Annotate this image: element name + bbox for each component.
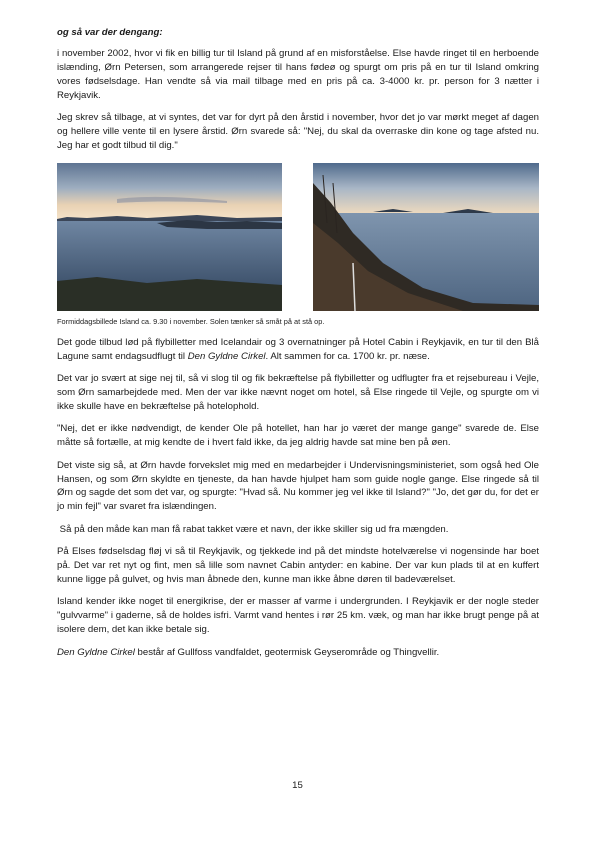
photo-caption: Formiddagsbillede Island ca. 9.30 i november. Solen tænker så småt på at stå op. xyxy=(57,316,325,326)
paragraph-offer xyxy=(57,336,539,364)
paragraph-reply: Jeg skrev så tilbage, at vi syntes, det var for dyrt på den årstid i november, hvor det jo var mørkt meget af dagen og hellere ville vente til en lysere årstid. Ørn svarede så: "Nej, du skal da overraske din kone og tage afsted nu. Jeg har et godt tilbud til dig." xyxy=(57,112,539,151)
golden-circle-italic: Den Gyldne Cirkel xyxy=(57,646,135,658)
paragraph-intro: i november 2002, hvor vi fik en billig tur til Island på grund af en misforståelse. Else havde ringet til en herboende islænding, Ørn Petersen, som arrangerede rejser til hans fødeø og spurgt om pris på en tur til Island omkring vores fødselsdage. Han vendte så via mail tilbage med en pris på ca. 3-4000 kr. pr. person for 3 nætter i Reykjavik. xyxy=(57,47,539,101)
paragraph-discount: Så på den måde kan man få rabat takket være et navn, der ikke skiller sig ud fra mængden. xyxy=(57,523,449,535)
offer-text-italic: Den Gyldne Cirkel xyxy=(187,350,266,362)
paragraph-booking: Det var jo svært at sige nej til, så vi slog til og fik bekræftelse på flybilletter og udflugter fra et rejsebureau i Vejle, som Ørn samarbejdede med. Men der var ikke nævnt noget om hotel, så Else ringede til Vejle, og spurgte om vi ikke skulle have en bekræftelse på hotelophold. xyxy=(57,373,539,412)
offer-text-before: Det gode tilbud lød på flybilletter med Icelandair og 3 overnatninger på Hotel Cabin i Reykjavik, en tur til den Blå Lagune samt endagsudflugt til xyxy=(57,336,539,362)
photo-row xyxy=(57,163,539,315)
photo-lake-morning-left xyxy=(57,163,282,311)
paragraph-mixup: Det viste sig så, at Ørn havde forvekslet mig med en medarbejder i Undervisningsministeriet, som også hed Ole Hansen, og som Ørn skyldte en tjeneste, da han havde hjulpet ham som guide nogle gange. Else ringede så til Ørn og sagde det som det var, og spurgte: "Hvad så. Nu kommer jeg vel ikke til Island?" "Jo, det gør du, for det er jo min fejl" var svaret fra islændingen. xyxy=(57,459,539,513)
paragraph-energy: Island kender ikke noget til energikrise, der er masser af varme i undergrunden. I Reykjavik er der nogle steder "gulvvarme" i gaderne, så de holdes isfri. Varmt vand hentes i rør 25 km. væk, og man har ikke brugt penge på at isolere dem, det kan ikke betale sig. xyxy=(57,596,539,636)
golden-circle-text: består af Gullfoss vandfaldet, geotermisk Geyserområde og Thingvellir. xyxy=(134,646,440,658)
offer-text-after: . Alt sammen for ca. 1700 kr. pr. næse. xyxy=(265,350,430,362)
photo-lake-morning-right xyxy=(313,163,539,311)
page-number: 15 xyxy=(292,780,303,791)
paragraph-birthday: På Elses fødselsdag fløj vi så til Reykjavik, og tjekkede ind på det mindste hotelværelse vi nogensinde har boet på. Det var ret nyt og fint, men så lille som navnet Cabin antyder: en kabine. Der var kun plads til at en kuffert kunne ligge på gulvet, og hvis man åbnede den, kunne man ikke åbne døren til badeværelset. xyxy=(57,546,539,585)
paragraph-hotel-reply: "Nej, det er ikke nødvendigt, de kender Ole på hotellet, han har jo været der mange gange" svarede de. Else måtte så fortælle, at mig kendte de i hvert fald ikke, da jeg aldrig havde sat mine ben på øen. xyxy=(57,423,539,449)
paragraph-golden-circle xyxy=(57,646,539,660)
page-content xyxy=(57,26,539,668)
section-heading: og så var der dengang: xyxy=(57,27,163,38)
